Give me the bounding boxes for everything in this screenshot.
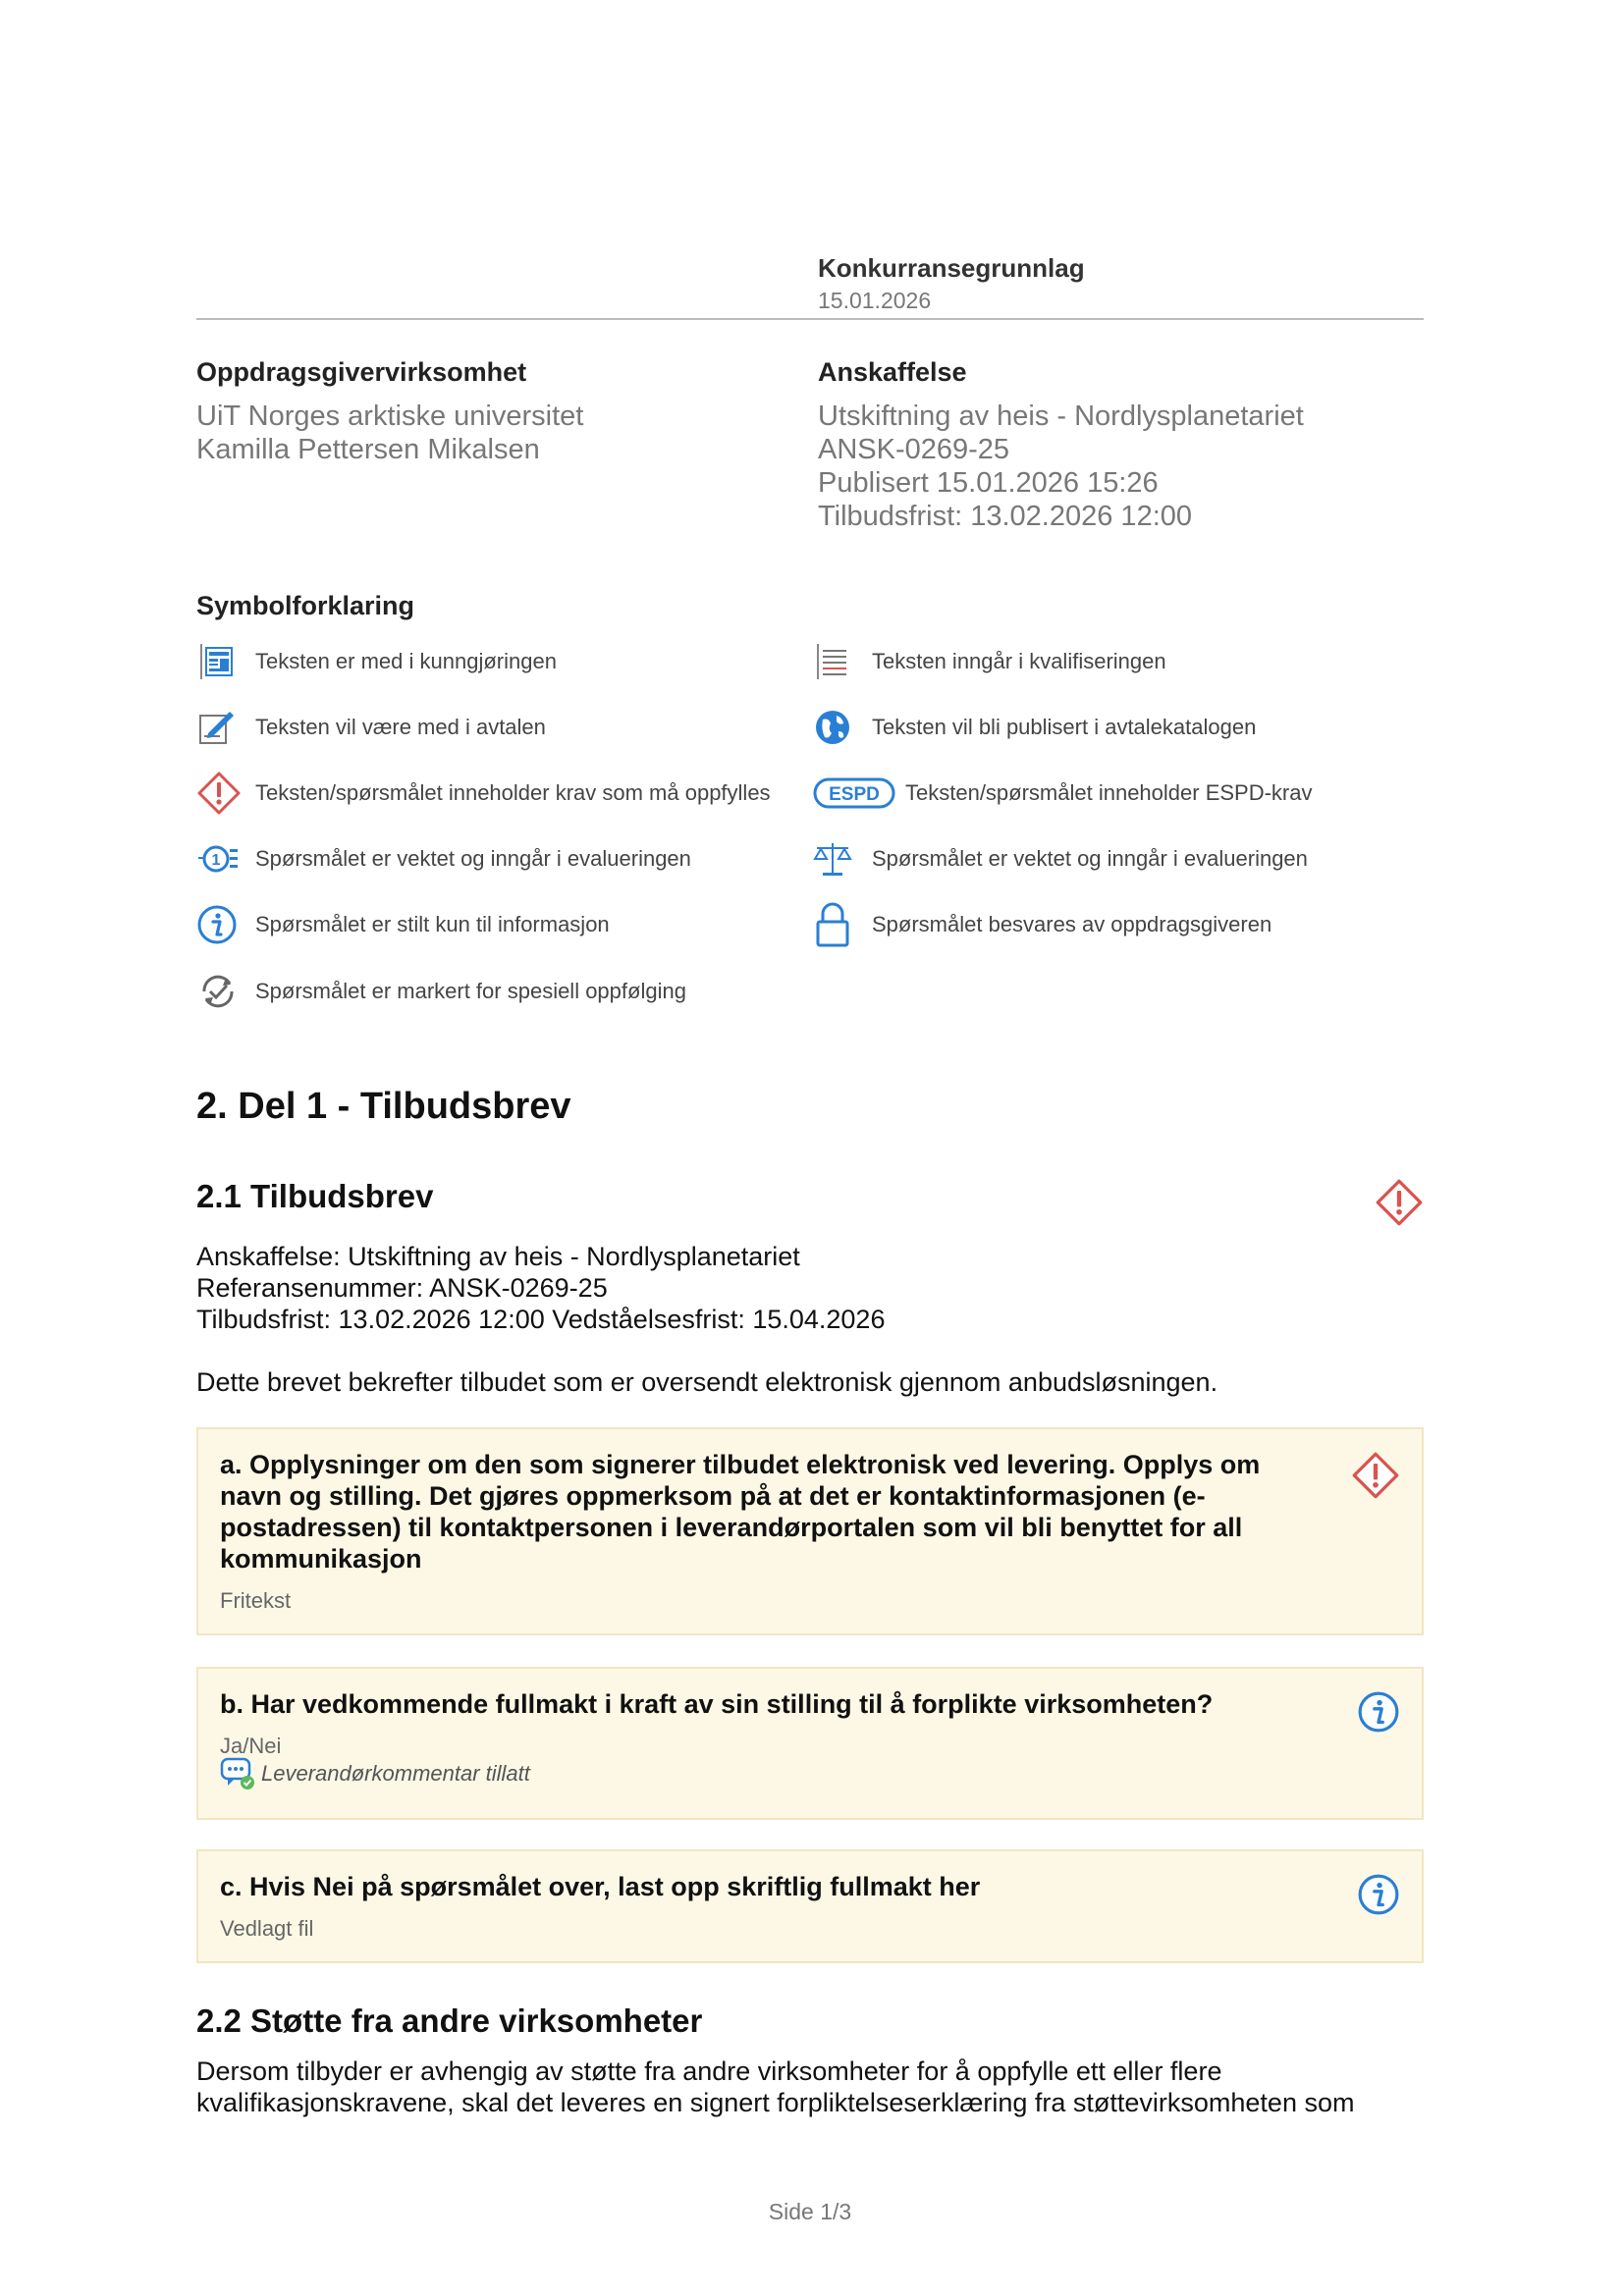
legend-title: Symbolforklaring — [196, 591, 415, 620]
qualification-list-icon — [813, 640, 858, 683]
answer-type: Ja/Nei — [220, 1734, 282, 1758]
legend-label: Spørsmålet er stilt kun til informasjon — [255, 912, 610, 936]
legend-item — [813, 772, 1313, 815]
warning-diamond-icon — [196, 772, 242, 815]
tender-info-line: Anskaffelse: Utskiftning av heis - Nordlysplanetariet — [196, 1242, 800, 1271]
procurement-info — [818, 357, 1304, 533]
answer-type: Vedlagt fil — [220, 1916, 314, 1941]
procurement-line: Utskiftning av heis - Nordlysplanetariet — [818, 400, 1304, 432]
legend-label: Spørsmålet er markert for spesiell oppfølging — [255, 979, 686, 1003]
client-line: Kamilla Pettersen Mikalsen — [196, 434, 540, 465]
document-header — [818, 253, 1085, 314]
client-heading: Oppdragsgivervirksomhet — [196, 357, 527, 387]
legend-label: Spørsmålet besvares av oppdragsgiveren — [872, 912, 1272, 936]
legend-item — [196, 640, 557, 683]
legend-item — [813, 903, 1271, 946]
legend-item — [813, 640, 1166, 683]
weighted-number-icon — [196, 837, 242, 881]
legend-item — [196, 903, 610, 946]
legend-item — [196, 706, 546, 749]
legend-item — [196, 837, 691, 881]
page-number: Side 1/3 — [768, 2199, 852, 2224]
procurement-line: ANSK-0269-25 — [818, 434, 1010, 465]
client-info — [196, 357, 583, 466]
question-text: c. Hvis Nei på spørsmålet over, last opp skriftlig fullmakt her — [220, 1872, 981, 1901]
warning-diamond-icon — [1375, 1178, 1424, 1232]
intro-text: Dette brevet bekrefter tilbudet som er oversendt elektronisk gjennom anbudsløsningen. — [196, 1367, 1218, 1397]
question-text: a. Opplysninger om den som signerer tilbudet elektronisk ved levering. Opplys om navn og stilling. Det gjøres oppmerksom på at det er kontaktinformasjonen (e-postadressen) til kontaktpersonen i leverandørportalen som vil bli benyttet for all kommunikasjon — [220, 1450, 1261, 1574]
scales-icon — [813, 837, 858, 881]
info-icon — [1357, 1873, 1400, 1921]
question-box — [196, 1667, 1424, 1820]
legend-label: Teksten vil være med i avtalen — [255, 715, 546, 739]
comment-label: Leverandørkommentar tillatt — [261, 1761, 530, 1786]
espd-badge-icon — [813, 772, 895, 815]
legend-label: Teksten inngår i kvalifiseringen — [872, 649, 1166, 673]
legend-item — [813, 837, 1308, 881]
question-box — [196, 1427, 1424, 1635]
legend-label: Spørsmålet er vektet og inngår i evalueringen — [255, 846, 691, 871]
legend-label: Teksten/spørsmålet inneholder ESPD-krav — [905, 780, 1313, 805]
contract-pen-icon — [196, 706, 242, 749]
legend-item — [813, 706, 1256, 749]
tender-info-line: Tilbudsfrist: 13.02.2026 12:00 Vedståelsesfrist: 15.04.2026 — [196, 1305, 886, 1334]
question-text: b. Har vedkommende fullmakt i kraft av sin stilling til å forplikte virksomheten? — [220, 1689, 1214, 1719]
lock-icon — [813, 903, 858, 946]
header-divider — [196, 318, 1424, 320]
legend-label: Teksten vil bli publisert i avtalekatalogen — [872, 715, 1257, 739]
svg-text:1: 1 — [211, 852, 221, 869]
legend-label: Teksten/spørsmålet inneholder krav som må oppfylles — [255, 780, 771, 805]
subsection-title: 2.2 Støtte fra andre virksomheter — [196, 2002, 703, 2039]
tender-info-line: Referansenummer: ANSK-0269-25 — [196, 1273, 608, 1303]
legend-item — [196, 772, 771, 815]
document-date: 15.01.2026 — [818, 288, 932, 313]
support-text: Dersom tilbyder er avhengig av støtte fra andre virksomheter for å oppfylle ett eller flere kvalifikasjonskravene, skal det leveres en signert forpliktelseserklæring fra støttevirksomheten som — [196, 2056, 1355, 2117]
question-box — [196, 1849, 1424, 1963]
procurement-line: Tilbudsfrist: 13.02.2026 12:00 — [818, 501, 1193, 532]
tender-info — [196, 1241, 1424, 1335]
section-title: 2. Del 1 - Tilbudsbrev — [196, 1086, 571, 1127]
comment-allowed-icon — [220, 1757, 255, 1790]
legend-item — [196, 970, 686, 1013]
client-line: UiT Norges arktiske universitet — [196, 400, 584, 432]
globe-icon — [813, 706, 858, 749]
legend-label: Spørsmålet er vektet og inngår i evalueringen — [872, 846, 1308, 871]
subsection-title: 2.1 Tilbudsbrev — [196, 1178, 434, 1214]
supplier-comment-note — [220, 1757, 530, 1790]
warning-diamond-icon — [1351, 1451, 1400, 1505]
procurement-line: Publisert 15.01.2026 15:26 — [818, 467, 1159, 499]
announcement-icon — [196, 640, 242, 683]
answer-type: Fritekst — [220, 1588, 292, 1613]
procurement-heading: Anskaffelse — [818, 357, 967, 387]
svg-text:ESPD: ESPD — [829, 784, 880, 805]
info-icon — [196, 903, 242, 946]
info-icon — [1357, 1690, 1400, 1738]
document-title: Konkurransegrunnlag — [818, 253, 1085, 283]
legend-label: Teksten er med i kunngjøringen — [255, 649, 557, 673]
followup-check-icon — [196, 970, 242, 1013]
